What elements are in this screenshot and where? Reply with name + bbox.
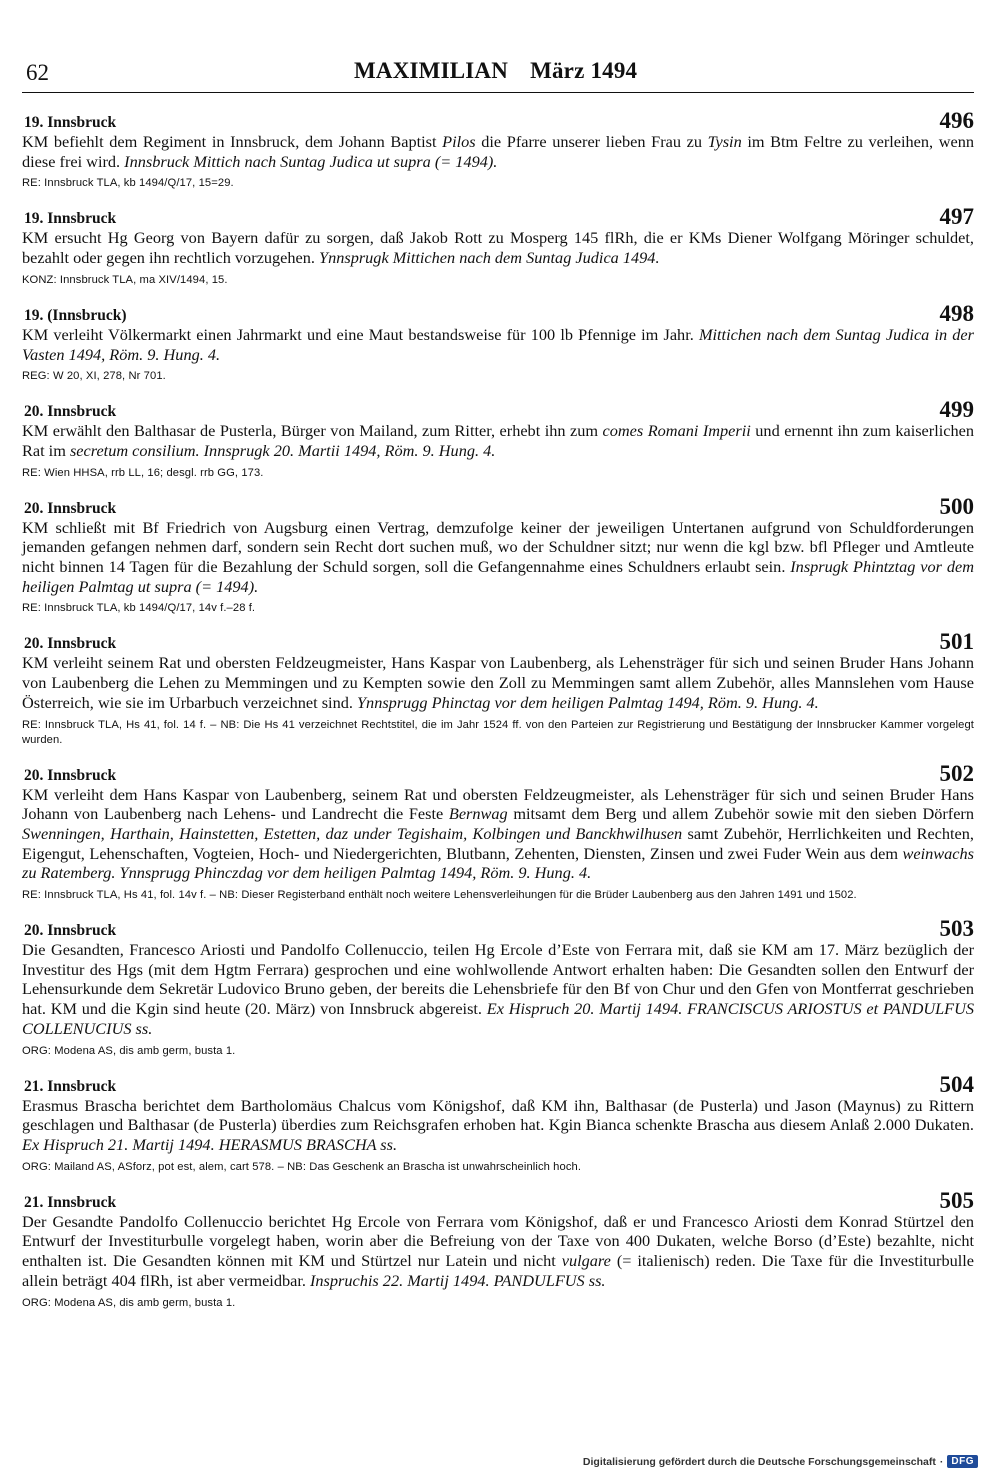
entry-text-italic: Inspruchis 22. Martij 1494. PANDULFUS ss.: [310, 1270, 606, 1290]
running-title: [354, 58, 637, 84]
entry-text-segment: (= italienisch) reden. Die Taxe für die Investiturbulle allein beträgt 404 flRh, ist aber vermeidbar.: [22, 1251, 975, 1290]
entry-header: [22, 300, 974, 326]
entry-text-segment: und ernennt ihn zum kaiserlichen Rat im: [22, 421, 974, 460]
entry-text-segment: KM ersucht Hg Georg von Bayern dafür zu sorgen, daß Jakob Rott zu Mosperg 145 flRh, die er KMs Diener Wolfgang Möringer schuldet, bezahlt oder gegen ihn rechtlich vorzugehen.: [22, 228, 974, 268]
entry-source-note: KONZ: Innsbruck TLA, ma XIV/1494, 15.: [22, 273, 228, 286]
entry-text: [22, 325, 974, 364]
entry-text-italic: Pilos: [442, 132, 476, 151]
regest-entry: [22, 629, 974, 747]
entry-text-italic: Innsbruck Mittich nach Suntag Judica ut supra (= 1494).: [124, 151, 498, 171]
entry-date-place: 20. Innsbruck: [24, 499, 117, 517]
regest-entry: [22, 493, 974, 617]
entry-date-place: 21. Innsbruck: [24, 1077, 117, 1095]
entry-date-place: 19. Innsbruck: [24, 210, 117, 228]
entry-number: 503: [939, 916, 974, 942]
entry-text: [22, 228, 974, 267]
entry-text-italic: weinwachs zu Ratemberg. Ynnsprugg Phinczdag vor dem heiligen Palmtag 1494, Röm. 9. Hung. 4.: [22, 843, 974, 883]
entry-number: 498: [939, 300, 974, 326]
page-number: 62: [26, 60, 49, 85]
entry-text-segment: Erasmus Brascha berichtet dem Bartholomäus Chalcus vom Königshof, daß KM ihn, Balthasar (de Pusterla) und Jason (Maynus) zu Rittern geschlagen und Balthasar (de Pusterla) überdies zum Reichsgrafen erhoben hat. Kgin Bianca schenkte Brascha aus diesem Anlaß 2.000 Dukaten.: [22, 1095, 974, 1135]
entry-date-place: 21. Innsbruck: [24, 1193, 117, 1211]
entry-number: 497: [939, 204, 974, 230]
entry-number: 505: [939, 1187, 974, 1213]
entry-text: [22, 1212, 974, 1291]
entry-text-segment: samt Zubehör, Herrlichkeiten und Rechten, Eigengut, Lehenschaften, Vogteien, Hoch- und Niedergerichten, Blutbann, Zehenten, Diensten, Zinsen und zwei Fuder Wein aus dem: [22, 823, 974, 863]
entry-source-note: REG: W 20, XI, 278, Nr 701.: [22, 370, 166, 383]
entry-text-segment: KM verleiht Völkermarkt einen Jahrmarkt und eine Maut bestandsweise für 100 lb Pfennige im Jahr.: [22, 324, 699, 344]
entry-header: [22, 916, 974, 942]
entry-text-italic: secretum consilium. Innsprugk 20. Martii 1494, Röm. 9. Hung. 4.: [69, 440, 496, 460]
regest-entry: [22, 204, 974, 287]
entry-date-place: 20. Innsbruck: [24, 635, 117, 653]
entry-text-italic: Insprugk Phintztag vor dem heiligen Palmtag ut supra (= 1494).: [22, 557, 974, 596]
regest-entry: [22, 108, 975, 191]
running-title-name: MAXIMILIAN: [354, 58, 509, 83]
entry-number: 496: [939, 108, 974, 133]
entry-text-italic: Mittichen nach dem Suntag Judica in der Vasten 1494, Röm. 9. Hung. 4.: [22, 324, 974, 364]
entry-text: [22, 653, 974, 712]
entry-text-italic: vulgare: [561, 1251, 611, 1271]
entry-source-note: ORG: Modena AS, dis amb germ, busta 1.: [22, 1296, 236, 1309]
entry-source-note: RE: Wien HHSA, rrb LL, 16; desgl. rrb GG, 173.: [22, 466, 264, 479]
entry-text-italic: Ynnsprugk Mittichen nach dem Suntag Judica 1494.: [319, 248, 660, 268]
entry-text-segment: im Btm Feltre zu verleihen, wenn diese frei wird.: [22, 132, 975, 171]
page-footer: [583, 1455, 978, 1468]
entry-header: [22, 493, 974, 519]
running-header: [22, 58, 974, 93]
entry-number: 499: [939, 397, 974, 423]
entry-header: [22, 108, 974, 133]
entry-text-italic: Ex Hispruch 21. Martij 1494. HERASMUS BRASCHA ss.: [22, 1134, 398, 1154]
regest-entry: [22, 916, 974, 1059]
entry-header: [22, 760, 974, 786]
entry-source-note: RE: Innsbruck TLA, Hs 41, fol. 14v f. – NB: Dieser Registerband enthält noch weitere Lehensverleihungen für die Brüder Laubenberg aus den Jahren 1491 und 1502.: [22, 889, 857, 902]
entry-text-italic: Ex Hispruch 20. Martij 1494. FRANCISCUS ARIOSTUS et PANDULFUS COLLENUCIUS ss.: [22, 999, 974, 1038]
entry-text-segment: die Pfarre unserer lieben Frau zu: [475, 132, 708, 151]
entry-text-segment: mitsamt dem Berg und allem Zubehör sowie mit den sieben Dörfern: [507, 804, 974, 824]
entry-text-segment: KM befiehlt dem Regiment in Innsbruck, dem Johann Baptist: [22, 132, 443, 151]
entry-number: 504: [939, 1071, 974, 1097]
entry-header: [22, 1071, 974, 1097]
entry-source-note: ORG: Mailand AS, ASforz, pot est, alem, cart 578. – NB: Das Geschenk an Brascha ist unwahrscheinlich hoch.: [22, 1160, 582, 1173]
regest-entry: [22, 1187, 975, 1311]
entry-text: [22, 785, 974, 884]
entry-text-italic: Tysin: [707, 132, 742, 151]
entry-text-italic: Ynnsprugg Phinctag vor dem heiligen Palmtag 1494, Röm. 9. Hung. 4.: [357, 692, 819, 712]
entry-text-segment: KM verleiht seinem Rat und obersten Feldzeugmeister, Hans Kaspar von Laubenberg, als Lehensträger für sich und seinen Bruder Hans Johann von Laubenberg die Lehen zu Memmingen und zu Kempten sowie den Zoll zu Memmingen samt allem Zubehör, alles Mannslehen vom Hause Österreich, wie sie im Urbarbuch verzeichnet sind.: [22, 653, 974, 712]
entry-text-italic: Swenningen, Harthain, Hainstetten, Estetten, daz under Tegishaim, Kolbingen und Banckhwilhusen: [22, 823, 683, 843]
entry-date-place: 20. Innsbruck: [24, 403, 117, 421]
regest-entry: [22, 300, 974, 384]
entry-text: [22, 132, 974, 171]
entry-number: 501: [939, 629, 974, 655]
regest-entry: [22, 1071, 974, 1175]
entry-text: [22, 518, 974, 597]
entry-text-segment: KM verleiht dem Hans Kaspar von Laubenberg, seinem Rat und obersten Feldzeugmeister, als Lehensträger für sich und seinen Bruder Hans Johann von Laubenberg nach Lehens- und Landrecht die Feste: [22, 784, 974, 824]
entry-number: 502: [939, 760, 974, 786]
entry-text-italic: Bernwag: [448, 804, 508, 824]
entry-date-place: 19. (Innsbruck): [24, 306, 127, 324]
footer-separator: ·: [939, 1455, 944, 1468]
entry-text-italic: comes Romani Imperii: [602, 421, 751, 441]
regest-entry: [22, 397, 974, 480]
dfg-logo: DFG: [947, 1455, 978, 1468]
entry-source-note: ORG: Modena AS, dis amb germ, busta 1.: [22, 1044, 236, 1057]
entry-date-place: 20. Innsbruck: [24, 922, 117, 940]
entry-source-note: RE: Innsbruck TLA, kb 1494/Q/17, 14v f.–28 f.: [22, 602, 256, 615]
entry-date-place: 20. Innsbruck: [24, 766, 117, 784]
entry-text-segment: Die Gesandten, Francesco Ariosti und Pandolfo Collenuccio, teilen Hg Ercole d’Este von Ferrara mit, daß sie KM am 17. März bezüglich der Investitur des Hgs (mit dem Hgtm Ferrara) gesprochen und eine wohlwollende Antwort erhalten haben: Die Gesandten sollen den Entwurf der Lehensurkunde dem Sekretär Ludovico Bruno geben, der bereits die Lehensbriefe für den Bf von Chur und den Gfen von Montferrat geschrieben hat. KM und die Kgin sind heute (20. März) von Innsbruck abgereist.: [22, 940, 974, 1019]
page: [22, 58, 974, 1328]
running-title-date: März 1494: [530, 58, 638, 83]
entry-number: 500: [939, 493, 974, 519]
regest-entry: [22, 760, 974, 904]
entry-source-note: RE: Innsbruck TLA, Hs 41, fol. 14 f. – NB: Die Hs 41 verzeichnet Rechtstitel, die im Jahr 1524 ff. von den Parteien zur Registrierung und Bestätigung der Innsbrucker Kammer vorgelegt wurden.: [22, 718, 974, 746]
entry-text: [22, 1096, 974, 1155]
entry-text-segment: Der Gesandte Pandolfo Collenuccio berichtet Hg Ercole von Ferrara vom Königshof, daß er und Francesco Ariosti dem Konrad Stürtzel den Entwurf der Investiturbulle vorgelegt haben, worin aber die Befreiung von der Taxe von 400 Dukaten, welche Borso (d’Este) bezahlte, nicht enthalten ist. Die Gesandten können mit KM und Stürtzel nur Latein und nicht: [22, 1211, 974, 1271]
entry-header: [22, 629, 974, 655]
entry-text-segment: KM schließt mit Bf Friedrich von Augsburg einen Vertrag, demzufolge keiner der jeweiligen Untertanen aufgrund von Schuldforderungen jemanden gefangen nehmen darf, sondern sein Recht dort suchen muß, wo der Schuldner sitzt; nur wenn die kgl bzw. bfl Pfleger und Amtleute nicht binnen 14 Tagen für die Bezahlung der Schuld sorgen, soll die Gefangennahme eines Schuldners erlaubt sein.: [22, 517, 974, 577]
entry-date-place: 19. Innsbruck: [24, 114, 117, 131]
entry-text-segment: KM erwählt den Balthasar de Pusterla, Bürger von Mailand, zum Ritter, erhebt ihn zum: [22, 421, 603, 441]
regest-entries: [22, 108, 975, 1311]
footer-credit: Digitalisierung gefördert durch die Deutsche Forschungsgemeinschaft: [582, 1455, 936, 1468]
entry-header: [22, 204, 974, 230]
entry-header: [22, 397, 974, 423]
entry-source-note: RE: Innsbruck TLA, kb 1494/Q/17, 15=29.: [22, 177, 234, 190]
entry-text: [22, 940, 974, 1039]
entry-header: [22, 1187, 974, 1213]
entry-text: [22, 421, 974, 460]
